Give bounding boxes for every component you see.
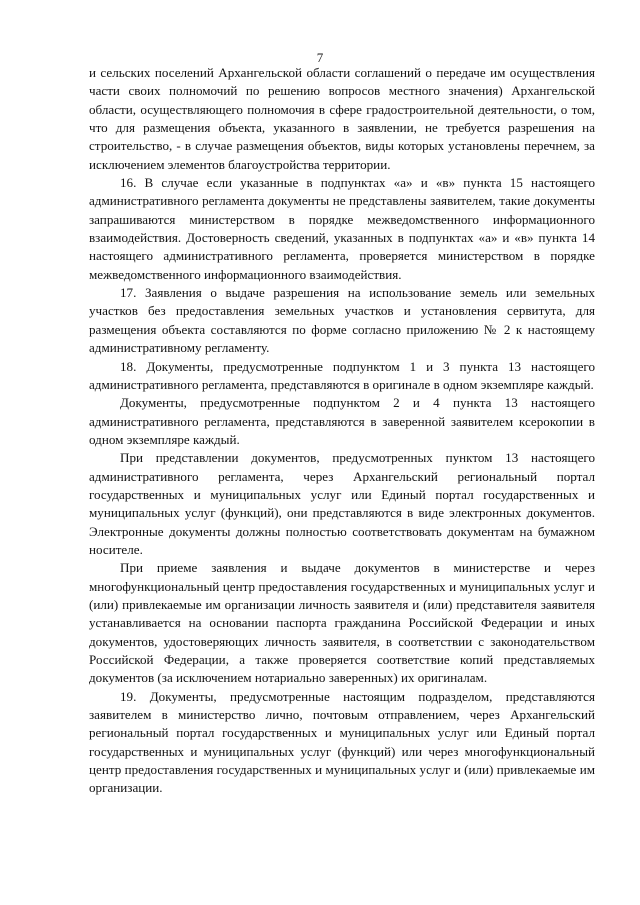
paragraph-18-identity: При приеме заявления и выдаче документов в министерстве и через многофункциональный центр предоставления государственных и муниципальных услуг и (или) привлекаемые им организации личность заявителя и (или) представителя заявителя устанавливается на основании паспорта гражданина Российской Федерации и иных документов, удостоверяющих личность заявителя, в соответствии с законодательством Российской Федерации, а также проверяется соответствие копий представляемых документов (за исключением нотариально заверенных) их оригиналам. <box>89 560 595 686</box>
paragraph-18-electronic: При представлении документов, предусмотренных пунктом 13 настоящего административного регламента, через Архангельский региональный портал государственных и муниципальных услуг или Единый портал государственных и муниципальных услуг (функций), они представляются в виде электронных документов. Электронные документы должны полностью соответствовать документам на бумажном носителе. <box>89 450 595 557</box>
page-number: 7 <box>316 50 324 65</box>
paragraph-18-copies: Документы, предусмотренные подпунктом 2 и 4 пункта 13 настоящего административного регламента, представляются в заверенной заявителем ксерокопии в одном экземпляре каждый. <box>89 395 595 447</box>
paragraph-17: 17. Заявления о выдаче разрешения на использование земель или земельных участков без предоставления земельных участков и установления сервитута, для размещения объекта составляются по форме согласно приложению № 2 к настоящему административному регламенту. <box>89 285 595 356</box>
paragraph-18: 18. Документы, предусмотренные подпунктом 1 и 3 пункта 13 настоящего административного регламента, представляются в оригинале в одном экземпляре каждый. <box>89 358 595 392</box>
paragraph-19: 19. Документы, предусмотренные настоящим подразделом, представляются заявителем в министерство лично, почтовым отправлением, через Архангельский региональный портал государственных и муниципальных услуг или Единый портал государственных и муниципальных услуг (функций) или через многофункциональный центр предоставления государственных и муниципальных услуг и (или) привлекаемые им организации. <box>89 688 595 796</box>
document-body <box>89 64 595 798</box>
paragraph-16: 16. В случае если указанные в подпунктах «а» и «в» пункта 15 настоящего административного регламента документы не представлены заявителем, такие документы запрашиваются министерством в порядке межведомственного информационного взаимодействия. Достоверность сведений, указанных в подпунктах «а» и «в» пункта 14 настоящего административного регламента, проверяется министерством в порядке межведомственного информационного взаимодействия. <box>89 175 595 282</box>
paragraph-continuation: и сельских поселений Архангельской области соглашений о передаче им осуществления части своих полномочий по решению вопросов местного значения) Архангельской области, осуществляющего полномочия в сфере градостроительной деятельности, о том, что для размещения объекта, указанного в заявлении, не требуется разрешения на строительство, - в случае размещения объектов, виды которых установлены перечнем, за исключением элементов благоустройства территории. <box>89 65 595 172</box>
